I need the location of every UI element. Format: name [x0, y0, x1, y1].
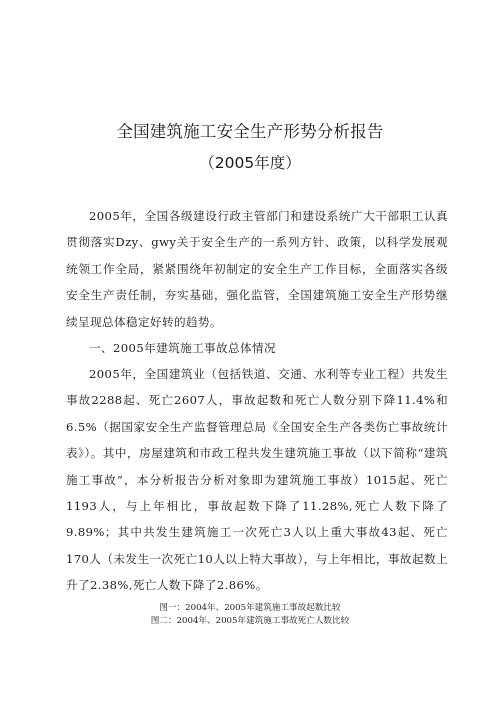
document-subtitle: （2005年度）: [199, 154, 301, 172]
overview-paragraph: 2005年，全国建筑业（包括铁道、交通、水利等专业工程）共发生事故2288起、死亡2607人，事故起数和死亡人数分别下降11.4%和6.5%（据国家安全生产监督管理总局《全国安全生产各类伤亡事故统计表》）。其中，房屋建筑和市政工程共发生建筑施工事故（以下简称“建筑施工事故”，本分析报告分析对象即为建筑施工事故）1015起、死亡1193人，与上年相比，事故起数下降了11.28%,死亡人数下降了9.89%；其中共发生建筑施工一次死亡3人以上重大事故43起、死亡170人（未发生一次死亡10人以上特大事故），与上年相比，事故起数上升了2.38%,死亡人数下降了2.86%。: [66, 367, 448, 593]
figure-caption-2: 图二：2004年、2005年建筑施工事故死亡人数比较: [150, 616, 350, 626]
document-title: 全国建筑施工安全生产形势分析报告: [116, 122, 384, 141]
figure-caption-1: 图一：2004年、2005年建筑施工事故起数比较: [159, 603, 341, 613]
intro-paragraph: 2005年，全国各级建设行政主管部门和建设系统广大干部职工认真贯彻落实Dzy、gwy关于安全生产的一系列方针、政策，以科学发展观统领工作全局，紧紧围绕年初制定的安全生产工作目标，全面落实各级安全生产责任制，夯实基础，强化监管，全国建筑施工安全生产形势继续呈现总体稳定好转的趋势。: [66, 209, 448, 329]
section-heading: 一、2005年建筑施工事故总体情况: [89, 341, 277, 355]
